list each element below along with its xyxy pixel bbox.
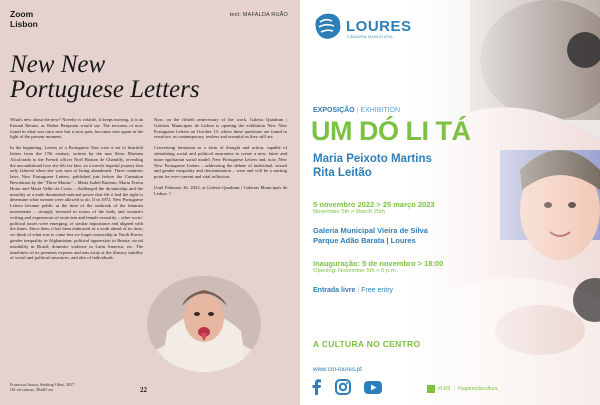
entry-en: Free entry (361, 287, 394, 294)
hashtag-square-icon (427, 385, 435, 393)
logo-text: LOURES (346, 18, 412, 35)
entry-info (313, 287, 393, 294)
hashtags (427, 385, 498, 393)
kicker-pt: EXPOSIÇÃO (313, 107, 355, 114)
caption-line-2: Oil on canvas, 30x40 cm (10, 387, 53, 392)
title-line-2: Portuguese Letters (10, 76, 200, 103)
website-link[interactable]: www.cm-loures.pt (313, 366, 362, 373)
venue-name: Galeria Municipal Vieira de Silva (313, 226, 428, 235)
artist-name: Rita Leitão (313, 167, 372, 179)
exhibition-kicker (313, 107, 400, 114)
paragraph: Now, on the fiftieth anniversary of the work, Galeria Quadrum | Galerias Municipais de Lisboa is opening the exhibition New New Portuguese Letters on October 13, where these questions are found to resurface, as contemporary, restless and essential as they still are. (154, 117, 287, 140)
venue-location: Parque Adão Barata | Loures (313, 235, 416, 245)
paragraph: In the beginning, Letters of a Portuguese Nun were a set of heartfelt letters from the 17th century, written by the nun Sóror Mariana Alcoforado to the French officer Noël Bouton de Chamilly, revealing the unconditional love she felt for him, on a travels hopeful journey that only faltered when she was sure of being abandoned. Three centuries later, New Portuguese Letters, published just before the Carnation Revolution by the "Three Marias" – Maria Isabel Barreno, Maria Teresa Horta and Maria Velho da Costa – challenged the dictatorship and the morality of a male-dominated national power that felt it had the right to determine what women were allowed to do. If in 1972, New Portuguese Letters became public at the time of the outbreak of the feminist movements – strongly invested in issues of the body and women's writing and expressions of eroticism and female sexuality – other socio-political issues were emerging, of similar importance and aligned with the times. Since then, it has been embraced as a work ahead of its time; we think of what was to come lest we forget censorship in North Korea; gender inequality in Afghanistan; political oppression in Russia; social instability in Brazil; domestic violence in Latin America; etc. The timeliness of its premises exposes and eats away at the illusory stability of social and political structures, and also of individuals. (10, 145, 143, 261)
instagram-icon[interactable] (335, 379, 351, 395)
kicker-en: EXHIBITION (360, 107, 401, 114)
paragraph: Until February 26, 2023, at Galeria Quadrum | Galerias Municipais de Lisboa. // (154, 184, 287, 196)
venue (313, 226, 428, 245)
loures-map-icon (312, 10, 344, 42)
youtube-icon[interactable] (364, 381, 382, 394)
article-column-2 (154, 117, 287, 205)
entry-separator: | (357, 287, 360, 294)
kicker-separator: | (356, 107, 359, 114)
hashtag-separator: | (453, 386, 455, 392)
section-city: Lisbon (10, 19, 38, 29)
opening-time-en: Opening: November 5th > 6 p.m. (313, 268, 398, 274)
paragraph: What's new about the new? Novelty is volatile, it keeps moving, it is an Eternal Return, as Walter Benjamin would say. The newness of now found in what was once new but is now past, becomes new again in the light of the present moment. (10, 117, 143, 140)
exhibition-title: UM DÓ LI TÁ (311, 116, 471, 146)
exhibition-ad-page (300, 0, 600, 405)
artists (313, 152, 432, 180)
page-number: 22 (140, 386, 147, 394)
exhibition-dates-en: November 5th > March 25th (313, 209, 386, 215)
social-links (310, 379, 382, 395)
artwork-portrait-image (147, 276, 261, 372)
exhibition-dates: 5 novembro 2022 > 25 março 2023 (313, 200, 435, 209)
logo-subtitle: CÂMARA MUNICIPAL (347, 35, 395, 39)
title-line-1: New New (10, 51, 106, 78)
section-zoom: Zoom (10, 9, 34, 19)
article-column-1 (10, 117, 143, 389)
article-title (10, 52, 270, 102)
loures-logo (312, 10, 344, 47)
section-label (10, 9, 90, 29)
tagline: A CULTURA NO CENTRO (313, 339, 421, 349)
entry-pt: Entrada livre (313, 287, 356, 294)
paragraph: Conceiving feminism as a form of thought and action, capable of stimulating social and political awareness to create a new, fairer and more egalitarian social model, New Portuguese Letters and, now, New New Portuguese Letters – addressing the debate of individual, sexual and gender inequality and discrimination – were and will be a starting point for ever-current and vital reflection. (154, 145, 287, 180)
image-caption (10, 382, 110, 392)
artist-name: Maria Peixoto Martins (313, 153, 432, 165)
child-photo-background (410, 0, 600, 405)
hashtag-lrs: #LRS (438, 386, 451, 392)
opening-time: Inauguração: 5 de novembro > 18:00 (313, 259, 444, 268)
facebook-icon[interactable] (310, 379, 322, 395)
caption-line-1: Francisca Sousa, Seeking Glint, 2017 (10, 382, 75, 387)
author-credit: text: MAFALDA RUÃO (229, 12, 288, 18)
hashtag-culture: #lugaresdacultura (457, 386, 498, 392)
